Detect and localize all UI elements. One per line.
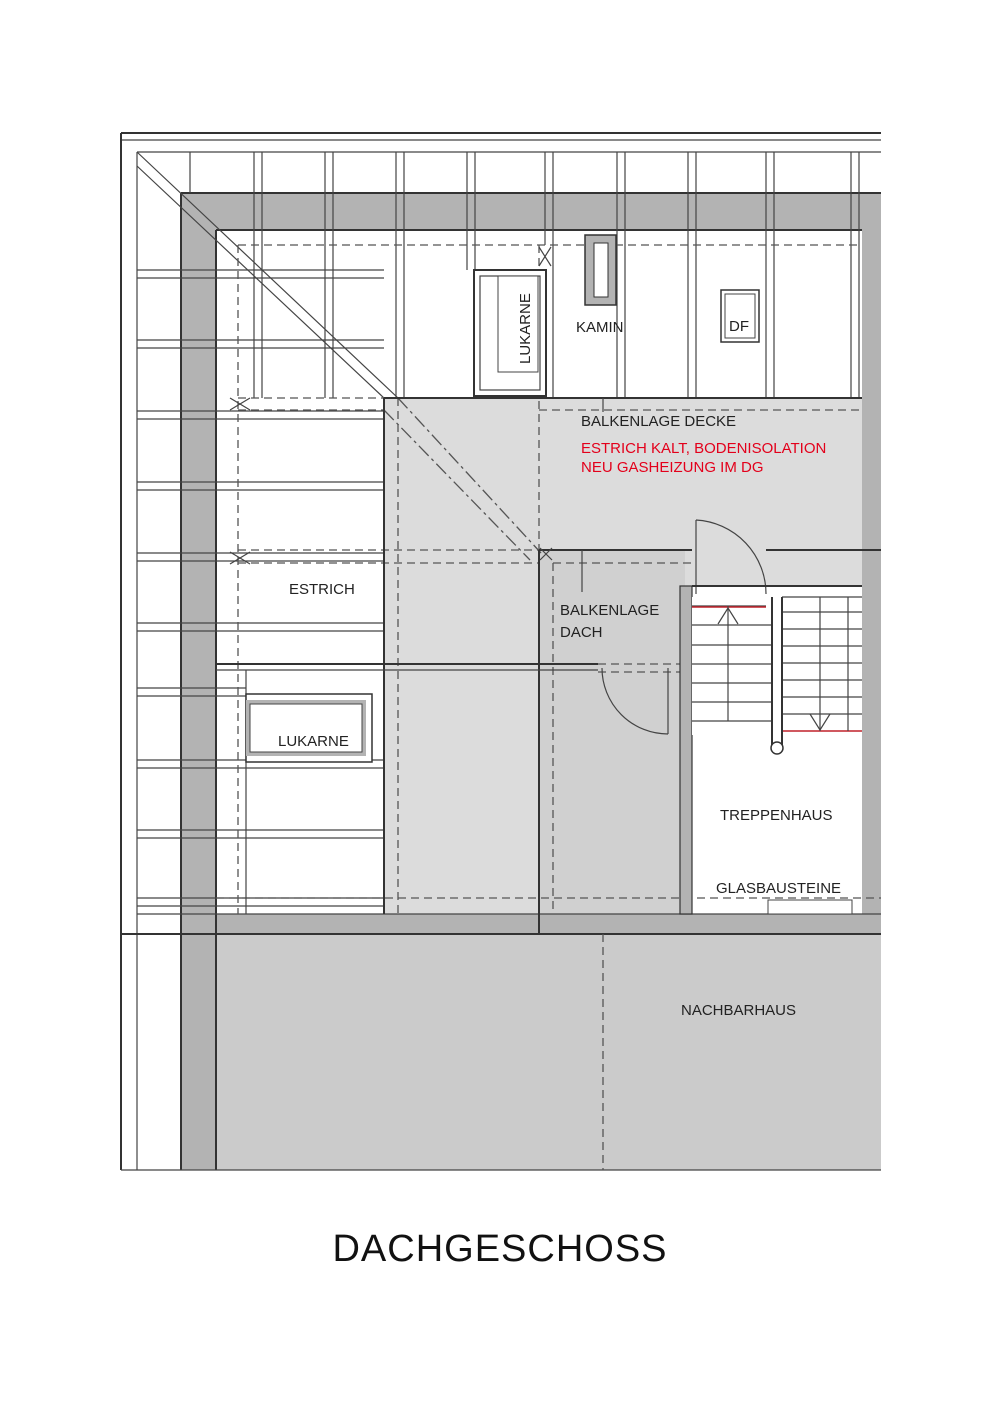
treppenhaus-label: TREPPENHAUS (720, 807, 833, 824)
glass-blocks (768, 900, 852, 914)
neighbor-house-area (216, 934, 881, 1170)
balkenlage-dach-label-2: DACH (560, 624, 603, 641)
estrich-label: ESTRICH (289, 581, 355, 598)
dormer-left (246, 694, 372, 762)
wall-right (862, 230, 881, 934)
note-line-2: NEU GASHEIZUNG IM DG (581, 459, 764, 476)
wall-bottom (181, 914, 881, 934)
df-label: DF (729, 318, 749, 335)
dormer-top (474, 270, 546, 396)
kamin-label: KAMIN (576, 319, 624, 336)
chimney (585, 235, 616, 305)
balkenlage-decke-label: BALKENLAGE DECKE (581, 413, 737, 430)
note-line-1: ESTRICH KALT, BODENISOLATION (581, 440, 827, 457)
wall-top (181, 193, 881, 230)
lukarne-top-label: LUKARNE (517, 293, 534, 364)
nachbarhaus-label: NACHBARHAUS (681, 1002, 797, 1019)
lukarne-left-label: LUKARNE (278, 733, 349, 750)
glasbausteine-label: GLASBAUSTEINE (716, 880, 842, 897)
page-title: DACHGESCHOSS (332, 1228, 668, 1270)
balkenlage-dach-label-1: BALKENLAGE (560, 602, 660, 619)
